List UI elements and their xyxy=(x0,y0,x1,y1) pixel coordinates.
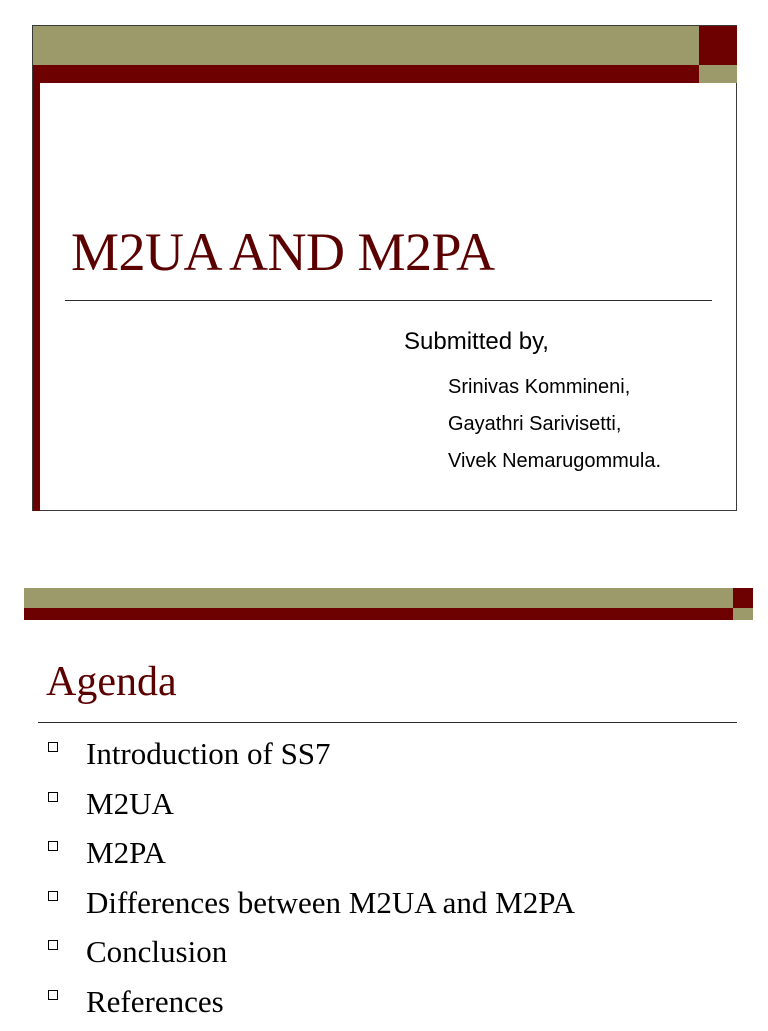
agenda-item-label: Introduction of SS7 xyxy=(86,736,331,771)
square-bullet-icon xyxy=(48,891,58,901)
author-name: Gayathri Sarivisetti, xyxy=(448,406,661,443)
title-underline xyxy=(65,300,712,301)
agenda-item-label: M2UA xyxy=(86,786,174,821)
agenda-slide xyxy=(24,588,753,1024)
header-olive-bar xyxy=(24,588,733,608)
author-name: Srinivas Kommineni, xyxy=(448,369,661,406)
agenda-item xyxy=(48,833,575,883)
agenda-item xyxy=(48,883,575,933)
agenda-title: Agenda xyxy=(46,658,177,706)
header-corner-red-square xyxy=(733,588,753,608)
agenda-item-label: Conclusion xyxy=(86,934,227,969)
agenda-title-underline xyxy=(38,722,737,723)
author-name: Vivek Nemarugommula. xyxy=(448,443,661,480)
author-list xyxy=(448,369,661,480)
slide-title: M2UA AND M2PA xyxy=(71,221,495,283)
square-bullet-icon xyxy=(48,742,58,752)
agenda-item-label: References xyxy=(86,984,224,1019)
header-olive-bar xyxy=(33,26,699,65)
header-corner-olive-square xyxy=(699,65,737,83)
header-corner-olive-square xyxy=(733,608,753,620)
agenda-item xyxy=(48,932,575,982)
square-bullet-icon xyxy=(48,940,58,950)
square-bullet-icon xyxy=(48,841,58,851)
header-maroon-bar xyxy=(24,608,733,620)
agenda-item-label: Differences between M2UA and M2PA xyxy=(86,885,575,920)
square-bullet-icon xyxy=(48,792,58,802)
submitted-by-label: Submitted by, xyxy=(404,328,549,356)
header-corner-red-square xyxy=(699,26,737,65)
title-slide xyxy=(32,25,737,511)
agenda-item-label: M2PA xyxy=(86,835,166,870)
header-maroon-bar xyxy=(33,65,699,83)
left-maroon-stripe xyxy=(33,83,40,511)
agenda-list xyxy=(48,734,575,1031)
square-bullet-icon xyxy=(48,990,58,1000)
agenda-item xyxy=(48,734,575,784)
agenda-item xyxy=(48,784,575,834)
